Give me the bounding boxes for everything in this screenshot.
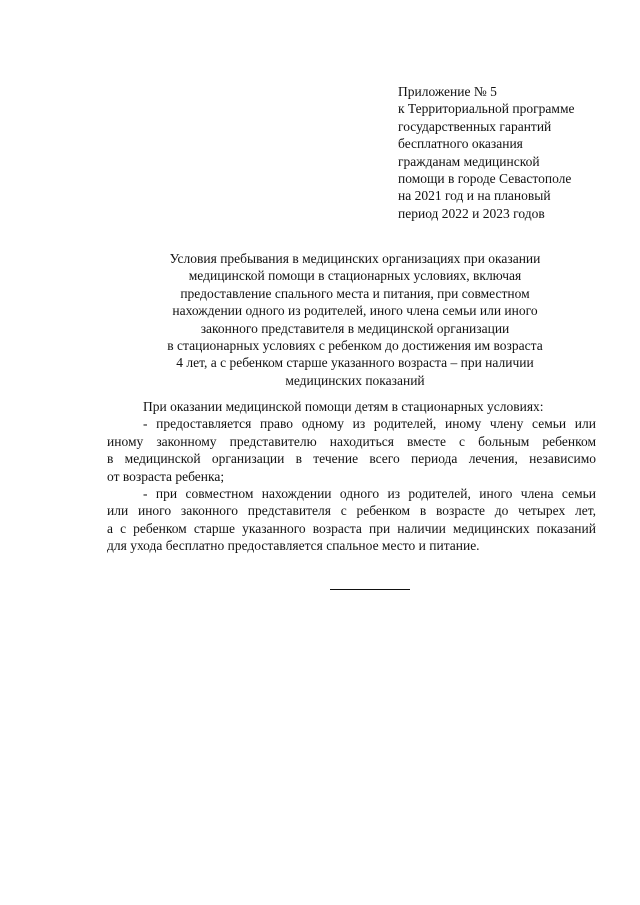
appendix-line: к Территориальной программе — [398, 101, 575, 117]
item1-line: в медицинской организации в течение всего периода лечения, независимо — [107, 451, 596, 467]
title-line: медицинской помощи в стационарных условиях, включая — [188, 268, 522, 284]
title-line: в стационарных условиях с ребенком до достижения им возраста — [167, 338, 543, 354]
appendix-header — [398, 83, 613, 222]
body-intro: При оказании медицинской помощи детям в стационарных условиях: — [143, 399, 544, 414]
end-divider — [330, 589, 410, 590]
title-line: предоставление спального места и питания, при совместном — [180, 285, 530, 301]
item1-line: иному законному представителю находиться вместе с больным ребенком — [107, 433, 596, 449]
title-line: Условия пребывания в медицинских организациях при оказании — [169, 251, 541, 266]
item2-last-line: для ухода бесплатно предоставляется спальное место и питание. — [107, 538, 480, 554]
document-body — [107, 398, 596, 555]
item1-last-line: от возраста ребенка; — [107, 468, 225, 484]
appendix-line: помощи в городе Севастополе — [398, 171, 572, 187]
title-line: законного представителя в медицинской организации — [200, 320, 510, 336]
title-line: медицинских показаний — [285, 372, 425, 388]
item2-line: или иного законного представителя с ребенком в возрасте до четырех лет, — [107, 503, 596, 519]
appendix-line: период 2022 и 2023 годов — [398, 205, 545, 221]
appendix-line: на 2021 год и на плановый — [398, 188, 551, 204]
item2-line: а с ребенком старше указанного возраста при наличии медицинских показаний — [107, 520, 596, 536]
item2-line: - при совместном нахождении одного из родителей, иного члена семьи — [143, 486, 596, 502]
appendix-line: Приложение № 5 — [398, 84, 497, 99]
document-title — [100, 250, 610, 389]
appendix-line: государственных гарантий — [398, 118, 552, 134]
item1-line: - предоставляется право одному из родителей, иному члену семьи или — [143, 416, 596, 432]
appendix-line: бесплатного оказания — [398, 136, 523, 152]
title-line: нахождении одного из родителей, иного члена семьи или иного — [172, 303, 538, 319]
appendix-line: гражданам медицинской — [398, 153, 540, 169]
title-line: 4 лет, а с ребенком старше указанного возраста – при наличии — [176, 355, 534, 371]
